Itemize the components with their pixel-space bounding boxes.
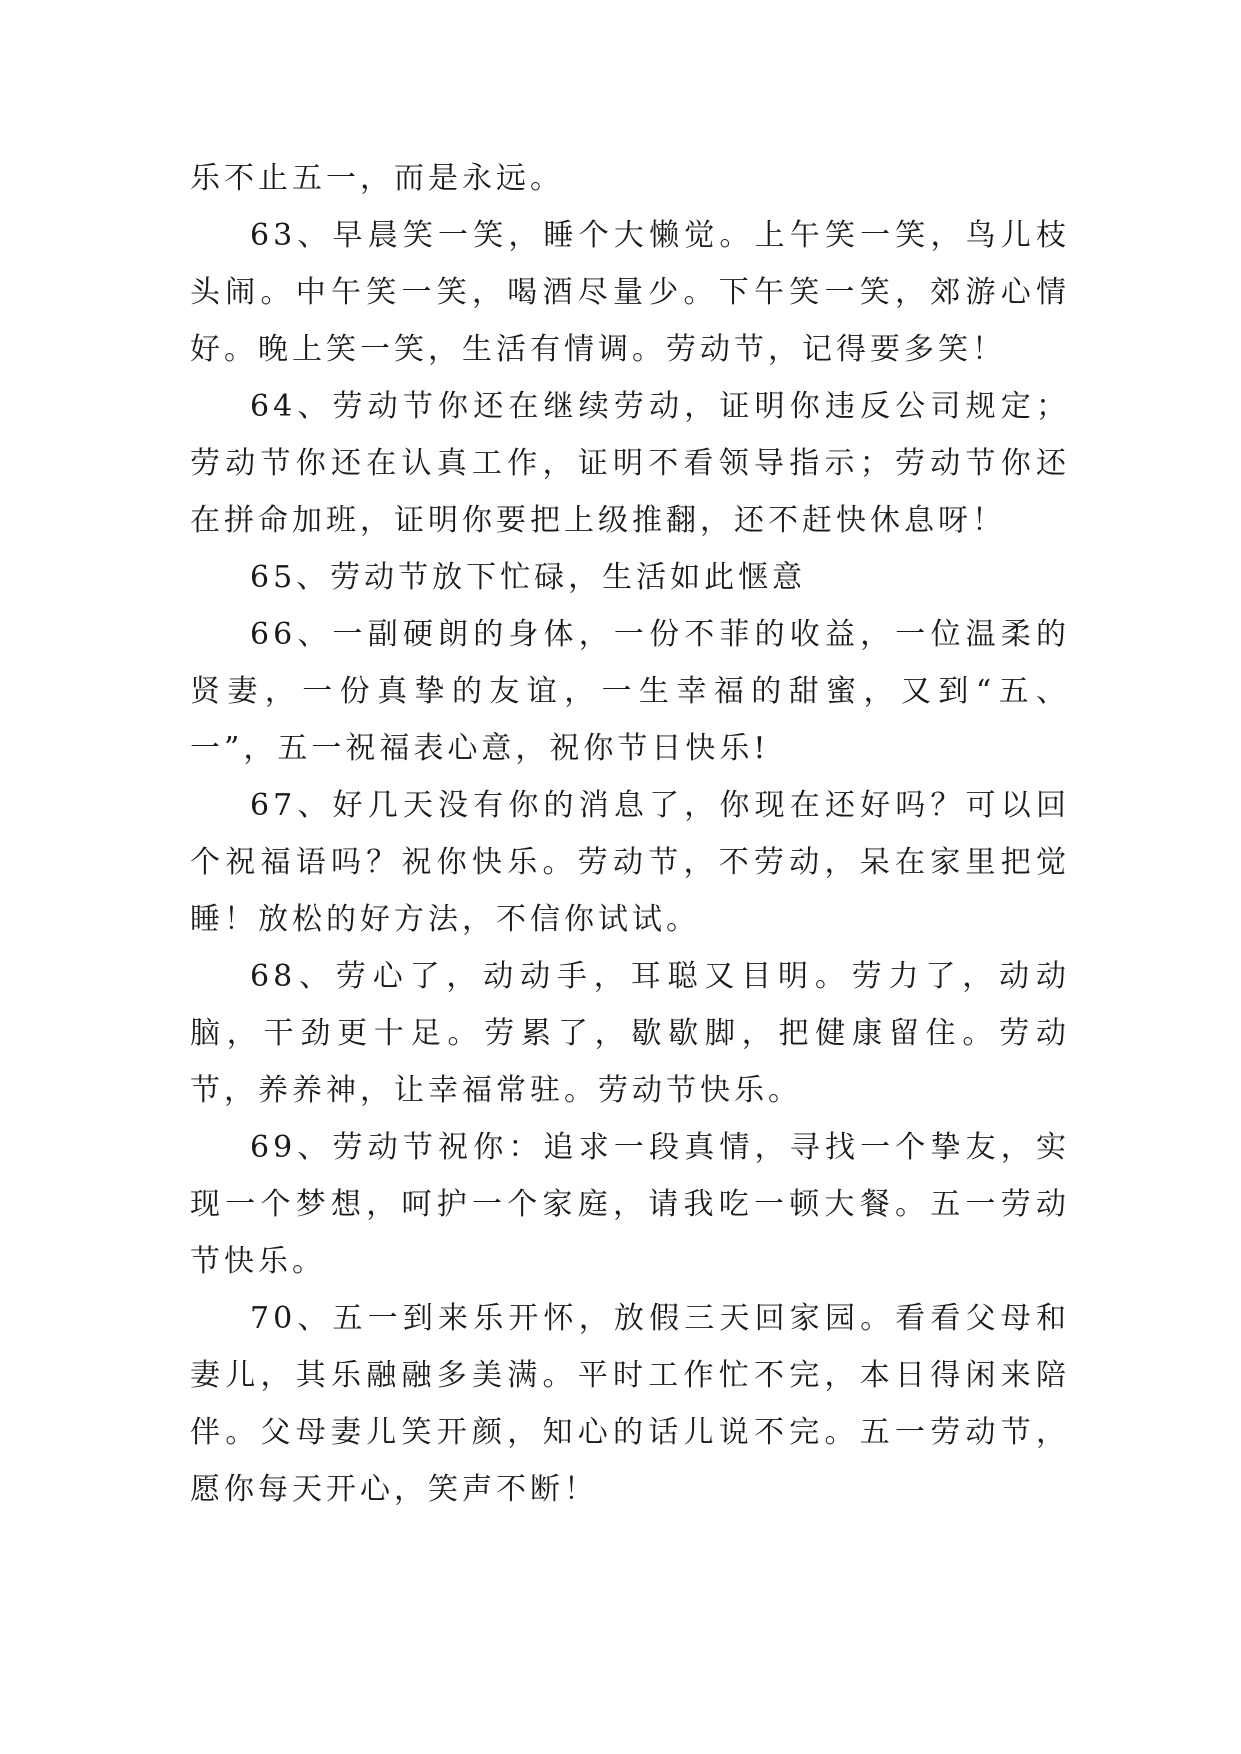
- paragraph-69: 69、劳动节祝你：追求一段真情，寻找一个挚友，实现一个梦想，呵护一个家庭，请我吃一顿大餐。五一劳动节快乐。: [190, 1130, 1070, 1279]
- paragraph-68: 68、劳心了，动动手，耳聪又目明。劳力了，动动脑，干劲更十足。劳累了，歇歇脚，把健康留住。劳动节，养养神，让幸福常驻。劳动节快乐。: [190, 959, 1070, 1108]
- paragraph-67: 67、好几天没有你的消息了，你现在还好吗？可以回个祝福语吗？祝你快乐。劳动节，不劳动，呆在家里把觉睡！放松的好方法，不信你试试。: [190, 788, 1070, 937]
- paragraph-65: 65、劳动节放下忙碌，生活如此惬意: [250, 560, 807, 595]
- paragraph-continuation: 乐不止五一，而是永远。: [190, 161, 564, 196]
- paragraph-64: 64、劳动节你还在继续劳动，证明你违反公司规定；劳动节你还在认真工作，证明不看领导指示；劳动节你还在拼命加班，证明你要把上级推翻，还不赶快休息呀！: [190, 389, 1070, 538]
- paragraph-66: 66、一副硬朗的身体，一份不菲的收益，一位温柔的贤妻，一份真挚的友谊，一生幸福的甜蜜，又到“五、一”，五一祝福表心意，祝你节日快乐!: [190, 617, 1070, 766]
- paragraph-70: 70、五一到来乐开怀，放假三天回家园。看看父母和妻儿，其乐融融多美满。平时工作忙不完，本日得闲来陪伴。父母妻儿笑开颜，知心的话儿说不完。五一劳动节，愿你每天开心，笑声不断！: [190, 1301, 1070, 1507]
- document-body: [190, 150, 1070, 1518]
- paragraph-63: 63、早晨笑一笑，睡个大懒觉。上午笑一笑，鸟儿枝头闹。中午笑一笑，喝酒尽量少。下午笑一笑，郊游心情好。晚上笑一笑，生活有情调。劳动节，记得要多笑！: [190, 218, 1070, 367]
